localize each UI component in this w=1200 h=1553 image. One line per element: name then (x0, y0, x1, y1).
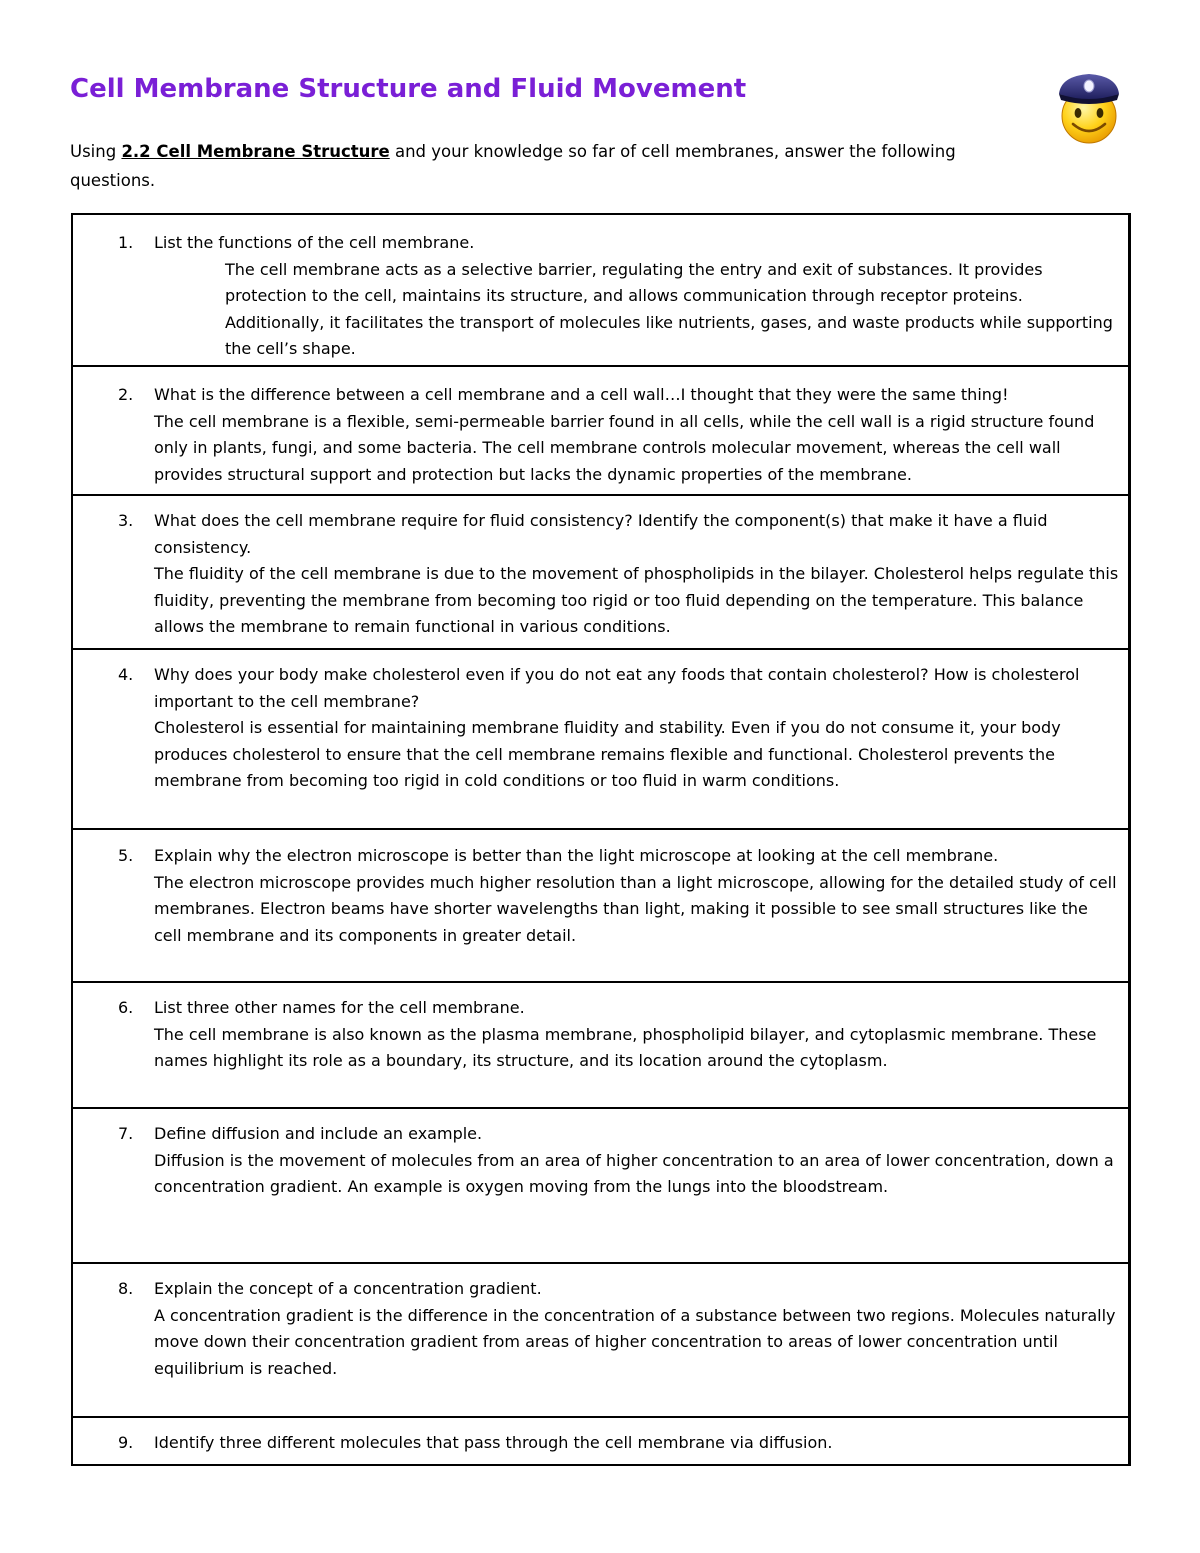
intro-paragraph (70, 137, 1030, 195)
answer-text: The cell membrane is a flexible, semi-permeable barrier found in all cells, while the cell wall is a rigid structure found only in plants, fungi, and some bacteria. The cell membrane controls molecular movement, whereas the cell wall provides structural support and protection but lacks the dynamic properties of the membrane. (154, 411, 1095, 484)
intro-suffix: and your knowledge so far of cell membranes, answer the following questions. (70, 142, 956, 190)
question-number: 3. (118, 511, 134, 530)
table-row (72, 214, 1130, 366)
table-row (72, 829, 1130, 982)
page-title: Cell Membrane Structure and Fluid Movement (70, 74, 747, 104)
answer-text: The cell membrane is also known as the plasma membrane, phospholipid bilayer, and cytoplasmic membrane. These names highlight its role as a boundary, its structure, and its location around the cytoplasm. (154, 1024, 1097, 1070)
question-number: 4. (118, 665, 134, 684)
question-number: 5. (118, 846, 134, 865)
question-text: List three other names for the cell membrane. (154, 998, 525, 1017)
question-text: What is the difference between a cell membrane and a cell wall…I thought that they were the same thing! (154, 385, 1009, 404)
table-row (72, 1108, 1130, 1263)
question-text: Define diffusion and include an example. (154, 1124, 483, 1143)
question-number: 6. (118, 998, 134, 1017)
question-text: Why does your body make cholesterol even if you do not eat any foods that contain cholesterol? How is cholesterol important to the cell membrane? (154, 665, 1080, 711)
question-text: What does the cell membrane require for fluid consistency? Identify the component(s) that make it have a fluid consistency. (154, 511, 1048, 557)
police-smiley-icon (1053, 70, 1125, 146)
table-row (72, 366, 1130, 495)
table-row (72, 982, 1130, 1108)
question-number: 2. (118, 385, 134, 404)
question-text: List the functions of the cell membrane. (154, 233, 475, 252)
table-row (72, 495, 1130, 649)
question-number: 1. (118, 233, 134, 252)
intro-prefix: Using (70, 142, 122, 161)
answer-text: A concentration gradient is the difference in the concentration of a substance between two regions. Molecules naturally move down their concentration gradient from areas of higher concentration to areas of lower concentration until equilibrium is reached. (154, 1305, 1116, 1378)
table-row (72, 649, 1130, 829)
table-row (72, 1263, 1130, 1417)
answer-text: The fluidity of the cell membrane is due to the movement of phospholipids in the bilayer. Cholesterol helps regulate this fluidity, preventing the membrane from becoming too rigid or too fluid depending on the temperature. This balance allows the membrane to remain functional in various conditions. (154, 564, 1119, 636)
table-row (72, 1417, 1130, 1465)
answer-text: The cell membrane acts as a selective barrier, regulating the entry and exit of substances. It provides protection to the cell, maintains its structure, and allows communication through receptor proteins. Additionally, it facilitates the transport of molecules like nutrients, gases, and waste products while supporting the cell’s shape. (225, 259, 1113, 358)
question-number: 9. (118, 1433, 134, 1452)
question-text: Explain the concept of a concentration gradient. (154, 1279, 542, 1298)
intro-reference: 2.2 Cell Membrane Structure (121, 142, 390, 161)
questions-table (71, 213, 1131, 1466)
answer-text: Cholesterol is essential for maintaining membrane fluidity and stability. Even if you do not consume it, your body produces cholesterol to ensure that the cell membrane remains flexible and functional. Cholesterol prevents the membrane from becoming too rigid in cold conditions or too fluid in warm conditions. (154, 718, 1061, 790)
question-text: Explain why the electron microscope is better than the light microscope at looking at the cell membrane. (154, 846, 999, 865)
question-text: Identify three different molecules that pass through the cell membrane via diffusion. (154, 1433, 833, 1452)
question-number: 7. (118, 1124, 134, 1143)
answer-text: The electron microscope provides much higher resolution than a light microscope, allowing for the detailed study of cell membranes. Electron beams have shorter wavelengths than light, making it possible to see small structures like the cell membrane and its components in greater detail. (154, 872, 1117, 945)
answer-text: Diffusion is the movement of molecules from an area of higher concentration to an area of lower concentration, down a concentration gradient. An example is oxygen moving from the lungs into the bloodstream. (154, 1150, 1114, 1196)
question-number: 8. (118, 1279, 134, 1298)
